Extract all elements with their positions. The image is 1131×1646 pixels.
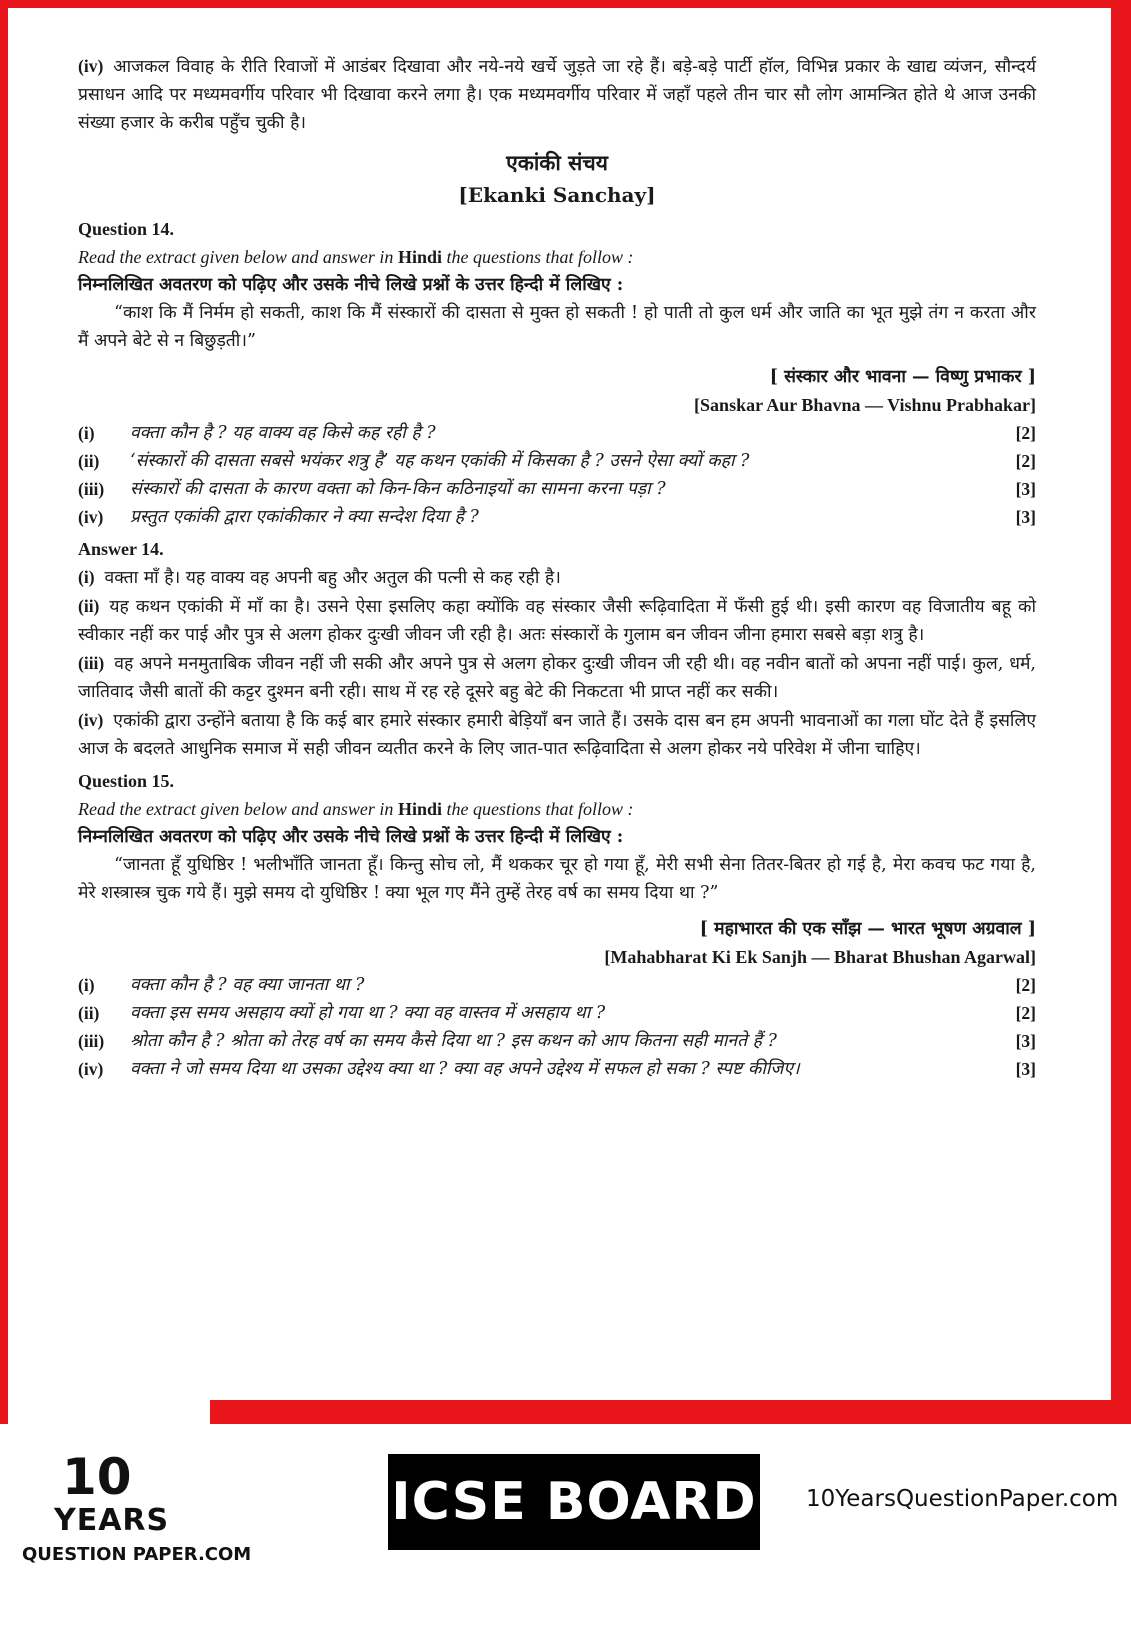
answer-number: (iv) xyxy=(78,710,104,730)
a14-answer-ii xyxy=(78,592,1036,649)
q15-instruction-hindi: निम्नलिखित अवतरण को पढ़िए और उसके नीचे लिखे प्रश्नों के उत्तर हिन्दी में लिखिए : xyxy=(78,827,624,847)
answer-text: यह कथन एकांकी में माँ का है। उसने ऐसा इसलिए कहा क्योंकि वह संस्कार जैसी रूढ़िवादिता में फँसी हुई थी। इसी कारण वह विजातीय बहू को स्वीकार नहीं कर पाई और पुत्र से अलग होकर दुःखी जीवन जी रही है। अतः संस्कारों के गुलाम बन जीवन जीना हमारा सबसे बड़ा शत्रु है। xyxy=(78,597,1036,645)
item-text: ‘संस्कारों की दासता सबसे भयंकर शत्रु है’ यह कथन एकांकी में किसका है ? उसने ऐसा क्यों कहा ? xyxy=(130,451,750,471)
item-text: संस्कारों की दासता के कारण वक्ता को किन-किन कठिनाइयों का सामना करना पड़ा ? xyxy=(130,479,666,499)
red-frame-bottom xyxy=(210,1400,1131,1424)
board-banner: ICSE BOARD X xyxy=(388,1454,760,1550)
item-marks: [3] xyxy=(1015,1031,1036,1051)
q15-item-iii xyxy=(78,1027,1036,1055)
logo-number: 10 xyxy=(62,1448,132,1506)
q15-item-i xyxy=(78,971,1036,999)
a14-answer-i xyxy=(78,563,1036,592)
item-marks: [3] xyxy=(1015,479,1036,499)
logo-years: YEARS xyxy=(54,1503,170,1538)
q14-source-hindi: [ संस्कार और भावना — विष्णु प्रभाकर ] xyxy=(769,367,1036,387)
item-number: (i) xyxy=(78,975,95,995)
q14-item-ii xyxy=(78,447,1036,475)
a14-answer-iii xyxy=(78,649,1036,706)
q15-source-english: [Mahabharat Ki Ek Sanjh — Bharat Bhushan Agarwal] xyxy=(604,947,1036,967)
item-text: वक्ता कौन है ? यह वाक्य वह किसे कह रही है ? xyxy=(130,423,436,443)
answer-text: आजकल विवाह के रीति रिवाजों में आडंबर दिखावा और नये-नये खर्चे जुड़ते जा रहे हैं। बड़े-बड़े पार्टी हॉल, विभिन्न प्रकार के खाद्य व्यंजन, सौन्दर्य प्रसाधन आदि पर मध्यमवर्गीय परिवार भी दिखावा करने लगा है। एक मध्यमवर्गीय परिवार में जहाँ पहले तीन चार सौ लोग आमन्त्रित होते थे आज उनकी संख्या हजार के करीब पहुँच चुकी है। xyxy=(78,57,1036,133)
question-14-heading: Question 14. xyxy=(78,219,175,239)
item-number: (iii) xyxy=(78,1031,105,1051)
item-number: (ii) xyxy=(78,1003,100,1023)
q14-item-iii xyxy=(78,475,1036,503)
item-number: (iii) xyxy=(78,479,105,499)
q14-instruction-english: Read the extract given below and answer in Hindi the questions that follow : xyxy=(78,247,634,267)
q15-item-iv xyxy=(78,1055,1036,1083)
red-frame-right xyxy=(1111,0,1131,1430)
logo-site-name: QUESTION PAPER.COM xyxy=(22,1544,252,1565)
q15-extract: “जानता हूँ युधिष्ठिर ! भलीभाँति जानता हूँ। किन्तु सोच लो, मैं थककर चूर हो गया हूँ, मेरी सभी सेना तितर-बितर हो गई है, मेरा कवच फट गया है, मेरे शस्त्रास्त्र चुक गये हैं। मुझे समय दो युधिष्ठिर ! क्या भूल गए मैंने तुम्हें तेरह वर्ष का समय दिया था ?” xyxy=(78,855,1036,903)
answer-text: एकांकी द्वारा उन्होंने बताया है कि कई बार हमारे संस्कार हमारी बेड़ियाँ बन जाते हैं। उसके दास बन हम अपनी भावनाओं का गला घोंट देते हैं इसलिए आज के बदलते आधुनिक समाज में सही जीवन व्यतीत करने के लिए जात-पात रूढ़िवादिता से अलग होकर नये परिवेश में जीना चाहिए। xyxy=(78,711,1036,759)
q14-instruction-hindi: निम्नलिखित अवतरण को पढ़िए और उसके नीचे लिखे प्रश्नों के उत्तर हिन्दी में लिखिए : xyxy=(78,275,624,295)
item-marks: [2] xyxy=(1015,451,1036,471)
question-15-heading: Question 15. xyxy=(78,771,175,791)
item-text: वक्ता इस समय असहाय क्यों हो गया था ? क्या वह वास्तव में असहाय था ? xyxy=(130,1003,606,1023)
website-link[interactable]: 10YearsQuestionPaper.com xyxy=(806,1486,1119,1512)
item-marks: [3] xyxy=(1015,1059,1036,1079)
footer-banner xyxy=(0,1424,1131,1628)
q15-instruction-english: Read the extract given below and answer in Hindi the questions that follow : xyxy=(78,799,634,819)
answer-text: वह अपने मनमुताबिक जीवन नहीं जी सकी और अपने पुत्र से अलग होकर दुःखी जीवन जी रही थी। वह नवीन बातों को अपना नहीं पाई। कुल, धर्म, जातिवाद जैसी बातों की कट्टर दुश्मन बनी रही। साथ में रह रहे दूसरे बहु बेटे की निकटता भी प्राप्त नहीं कर सकी। xyxy=(78,654,1036,702)
q15-item-ii xyxy=(78,999,1036,1027)
item-number: (iv) xyxy=(78,1059,104,1079)
q14-item-i xyxy=(78,419,1036,447)
item-text: प्रस्तुत एकांकी द्वारा एकांकीकार ने क्या सन्देश दिया है ? xyxy=(130,507,479,527)
answer-14-heading: Answer 14. xyxy=(78,539,164,559)
section-title-english: [Ekanki Sanchay] xyxy=(458,183,656,207)
answer-number: (iii) xyxy=(78,653,105,673)
item-text: वक्ता ने जो समय दिया था उसका उद्देश्य क्या था ? क्या वह अपने उद्देश्य में सफल हो सका ? स्पष्ट कीजिए। xyxy=(130,1059,800,1079)
item-text: श्रोता कौन है ? श्रोता को तेरह वर्ष का समय कैसे दिया था ? इस कथन को आप कितना सही मानते हैं ? xyxy=(130,1031,777,1051)
red-frame-left xyxy=(0,0,8,1430)
item-text: वक्ता कौन है ? वह क्या जानता था ? xyxy=(130,975,365,995)
q14-extract: “काश कि मैं निर्मम हो सकती, काश कि मैं संस्कारों की दासता से मुक्त हो सकती ! हो पाती तो कुल धर्म और जाति का भूत मुझे तंग न करता और मैं अपने बेटे से न बिछुड़ती।” xyxy=(78,303,1036,351)
item-number: (ii) xyxy=(78,451,100,471)
item-marks: [2] xyxy=(1015,975,1036,995)
section-title-hindi: एकांकी संचय xyxy=(506,150,608,175)
q15-source-hindi: [ महाभारत की एक साँझ — भारत भूषण अग्रवाल ] xyxy=(699,919,1036,939)
item-number: (i) xyxy=(78,423,95,443)
answer-number: (iv) xyxy=(78,56,104,76)
item-marks: [2] xyxy=(1015,1003,1036,1023)
item-marks: [3] xyxy=(1015,507,1036,527)
answer-number: (ii) xyxy=(78,596,100,616)
q14-item-iv xyxy=(78,503,1036,531)
item-marks: [2] xyxy=(1015,423,1036,443)
intro-answer xyxy=(78,52,1036,137)
page-content xyxy=(78,52,1036,1083)
red-frame-top xyxy=(0,0,1131,8)
a14-answer-iv xyxy=(78,706,1036,763)
q14-source-english: [Sanskar Aur Bhavna — Vishnu Prabhakar] xyxy=(694,395,1036,415)
item-number: (iv) xyxy=(78,507,104,527)
answer-number: (i) xyxy=(78,567,95,587)
answer-text: वक्ता माँ है। यह वाक्य वह अपनी बहु और अतुल की पत्नी से कह रही है। xyxy=(104,568,561,588)
